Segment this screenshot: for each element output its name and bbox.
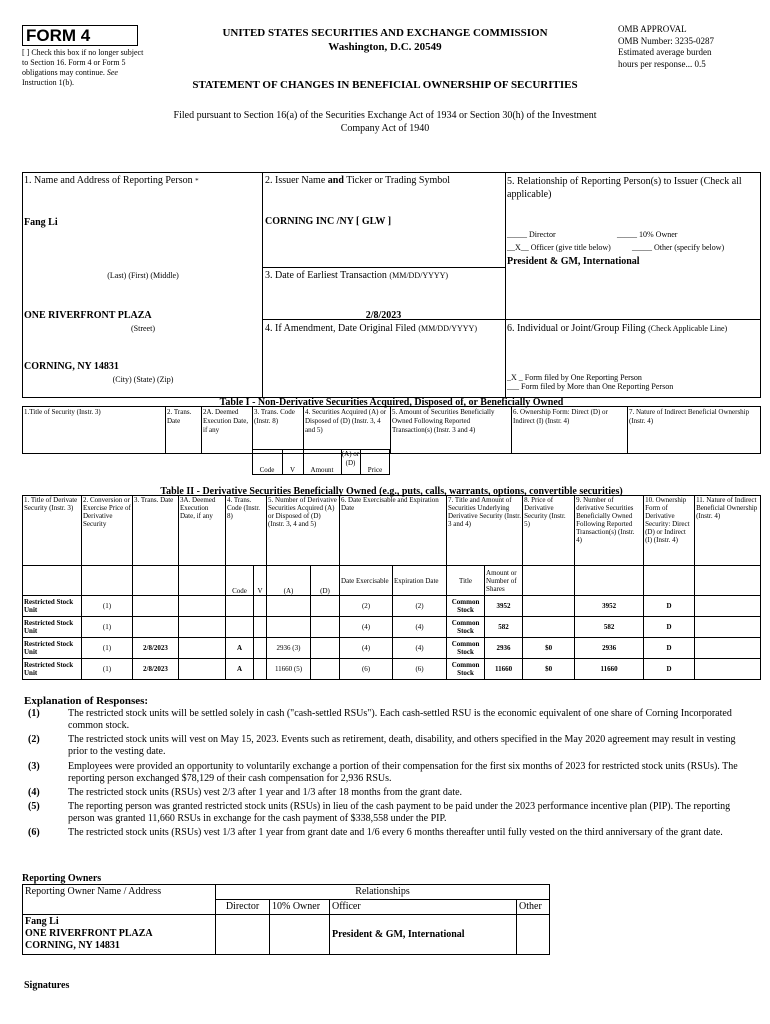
earliest-transaction-date: 2/8/2023 (365, 310, 402, 321)
t2-cell-disposed (311, 638, 340, 659)
explanation-number: (3) (28, 761, 40, 772)
t2-cell-conversion: (1) (82, 638, 133, 659)
t2-cell-disposed (311, 617, 340, 638)
t2-cell-form: D (644, 596, 695, 617)
explanation-text: Employees were provided an opportunity to voluntarily exchange a portion of their compensation for the first six months of 2023 for restricted stock units (RSUs). The reporting person exchanged $78,129 of their cash compensation for 2,936 RSUs. (68, 761, 738, 784)
t2-row (23, 596, 761, 617)
t1-col-date: 2. Trans. Date (167, 408, 192, 425)
omb-hours: hours per response... 0.5 (618, 58, 706, 69)
reporting-person-street: ONE RIVERFRONT PLAZA (24, 310, 152, 321)
t2-col-form: 10. Ownership Form of Derivative Security: Direct (D) or Indirect (I) (Instr. 4) (644, 496, 695, 566)
t2-cell-owned: 3952 (575, 596, 644, 617)
t2-col-number: 5. Number of Derivative Securities Acquired (A) or Disposed of (D) (Instr. 3, 4 and 5) (267, 496, 340, 566)
t2-cell-date: 2/8/2023 (133, 659, 179, 680)
t2-cell-owned: 11660 (575, 659, 644, 680)
box4-label: 4. If Amendment, Date Original Filed (MM/DD/YYYY) (265, 323, 477, 334)
t1-col-title: 1.Title of Security (Instr. 3) (24, 408, 101, 416)
table2 (22, 495, 761, 680)
agency-name: UNITED STATES SECURITIES AND EXCHANGE COMMISSION (222, 27, 548, 39)
t1-sub-v: V (289, 466, 296, 474)
t2-sub-date-ex: Date Exercisable (340, 566, 393, 596)
t2-cell-underlying-amount: 11660 (485, 659, 523, 680)
t2-cell-nature (695, 617, 761, 638)
filed-pursuant: Filed pursuant to Section 16(a) of the Securities Exchange Act of 1934 or Section 30(h) of the Investment Company Act of 1940 (173, 110, 597, 134)
city-label: (City) (State) (Zip) (112, 375, 174, 384)
t2-cell-date-exercisable: (2) (340, 596, 393, 617)
street-label: (Street) (131, 324, 155, 333)
box3-label: 3. Date of Earliest Transaction (MM/DD/YYYY) (265, 270, 449, 281)
explanation-text: The restricted stock units (RSUs) vest 1/3 after 1 year from grant date and 1/6 every 6 months thereafter until fully vested on the third anniversary of the grant date. (68, 827, 723, 838)
t2-cell-acquired: 11660 (5) (267, 659, 311, 680)
t2-cell-v (254, 596, 267, 617)
ro-col-name: Reporting Owner Name / Address (23, 885, 216, 900)
filing-one-person: _X _ Form filed by One Reporting Person (507, 373, 642, 382)
t2-cell-v (254, 617, 267, 638)
rel-other: _____ Other (specify below) (632, 243, 725, 252)
t2-row (23, 638, 761, 659)
t2-cell-expiration: (2) (393, 596, 447, 617)
checkbox-note-text: [ ] Check this box if no longer subject to Section 16. Form 4 or Form 5 obligations may continue. (22, 48, 144, 77)
ro-col-officer: Officer (330, 900, 517, 915)
t2-col-price: 8. Price of Derivative Security (Instr. 5) (523, 496, 575, 566)
t2-cell-conversion: (1) (82, 659, 133, 680)
rel-director: _____ Director (507, 230, 556, 239)
t2-cell-date (133, 596, 179, 617)
omb-approval: OMB APPROVAL (618, 24, 687, 34)
t2-cell-nature (695, 596, 761, 617)
t2-cell-code (226, 617, 254, 638)
t1-sub-aord: (A) or (D) (341, 450, 360, 467)
t2-cell-acquired: 2936 (3) (267, 638, 311, 659)
t2-cell-deemed (179, 659, 226, 680)
t2-cell-underlying-title: Common Stock (447, 596, 485, 617)
t2-cell-v (254, 659, 267, 680)
reporting-person-name: Fang Li (24, 217, 58, 228)
t2-cell-owned: 2936 (575, 638, 644, 659)
t2-cell-date-exercisable: (4) (340, 638, 393, 659)
form-title: FORM 4 (22, 25, 138, 46)
t2-cell-underlying-amount: 3952 (485, 596, 523, 617)
t2-cell-form: D (644, 617, 695, 638)
t1-col-deemed: 2A. Deemed Execution Date, if any (203, 408, 249, 434)
ro-officer-title: President & GM, International (330, 915, 517, 955)
explanation-text: The restricted stock units (RSUs) vest 2/3 after 1 year and 1/3 after 18 months from the grant date. (68, 787, 463, 798)
t2-sub-code: Code (226, 566, 254, 596)
t2-cell-deemed (179, 596, 226, 617)
issuer-name: CORNING INC /NY [ GLW ] (265, 216, 392, 227)
t2-sub-title: Title (447, 566, 485, 596)
t2-cell-security: Restricted Stock Unit (23, 659, 82, 680)
t2-cell-nature (695, 659, 761, 680)
t1-sub-amount: Amount (310, 466, 334, 474)
t2-col-title: 1. Title of Derivate Security (Instr. 3) (23, 496, 82, 566)
t2-cell-owned: 582 (575, 617, 644, 638)
t2-cell-price: $0 (523, 638, 575, 659)
t2-col-code: 4. Trans. Code (Instr. 8) (226, 496, 267, 566)
t1-col-code: 3. Trans. Code (Instr. 8) (254, 408, 295, 425)
t2-cell-expiration: (4) (393, 638, 447, 659)
ro-col-relationships: Relationships (216, 885, 550, 900)
t2-cell-date-exercisable: (4) (340, 617, 393, 638)
t2-cell-code: A (226, 638, 254, 659)
rel-10pct-owner: _____ 10% Owner (617, 230, 678, 239)
ro-owner-street: ONE RIVERFRONT PLAZA (25, 928, 153, 939)
t2-cell-expiration: (6) (393, 659, 447, 680)
t2-sub-d: (D) (311, 566, 340, 596)
t2-cell-date (133, 617, 179, 638)
checkbox-note-instr: Instruction 1(b). (22, 78, 74, 87)
explanation-title: Explanation of Responses: (24, 695, 149, 707)
t2-cell-security: Restricted Stock Unit (23, 617, 82, 638)
filing-multiple-persons: ___ Form filed by More than One Reporting Person (507, 382, 674, 391)
t2-cell-conversion: (1) (82, 617, 133, 638)
t2-col-nature: 11. Nature of Indirect Beneficial Ownership (Instr. 4) (695, 496, 761, 566)
reporting-owners-title: Reporting Owners (22, 873, 102, 884)
box1-label: 1. Name and Address of Reporting Person * (24, 175, 199, 186)
t2-sub-a: (A) (267, 566, 311, 596)
name-fields-label: (Last) (First) (Middle) (107, 271, 179, 280)
ro-owner (23, 915, 216, 955)
rel-officer: __X__ Officer (give title below) (507, 243, 611, 252)
t2-cell-security: Restricted Stock Unit (23, 596, 82, 617)
t2-cell-conversion: (1) (82, 596, 133, 617)
ro-col-director: Director (216, 900, 270, 915)
t2-cell-code: A (226, 659, 254, 680)
t1-col-ownership: 6. Ownership Form: Direct (D) or Indirect (I) (Instr. 4) (513, 408, 608, 425)
t2-header-row (23, 496, 761, 566)
t2-cell-nature (695, 638, 761, 659)
t2-row (23, 617, 761, 638)
explanation-number: (4) (28, 787, 40, 798)
explanation-number: (6) (28, 827, 40, 838)
checkbox-note (22, 48, 150, 88)
t2-cell-deemed (179, 617, 226, 638)
t2-cell-security: Restricted Stock Unit (23, 638, 82, 659)
t2-col-deemed: 3A. Deemed Execution Date, if any (179, 496, 226, 566)
t2-cell-underlying-amount: 582 (485, 617, 523, 638)
t2-cell-form: D (644, 638, 695, 659)
t1-col-amount: 5. Amount of Securities Beneficially Owned Following Reported Transaction(s) (Instr. 3 and 4) (392, 408, 495, 434)
ro-owner-name: Fang Li (25, 916, 59, 927)
t2-col-underlying: 7. Title and Amount of Securities Underlying Derivative Security (Instr. 3 and 4) (447, 496, 523, 566)
t2-col-conversion: 2. Conversion or Exercise Price of Derivative Security (82, 496, 133, 566)
t2-cell-disposed (311, 596, 340, 617)
t1-sub-code: Code (259, 466, 275, 474)
t2-row (23, 659, 761, 680)
t2-cell-acquired (267, 596, 311, 617)
ro-owner-city: CORNING, NY 14831 (25, 940, 120, 951)
t2-sub-exp: Expiration Date (393, 566, 447, 596)
t2-cell-underlying-title: Common Stock (447, 617, 485, 638)
t2-col-owned: 9. Number of derivative Securities Beneficially Owned Following Reported Transaction(s) (Instr. 4) (575, 496, 644, 566)
t2-cell-underlying-title: Common Stock (447, 638, 485, 659)
reporting-person-city: CORNING, NY 14831 (24, 361, 119, 372)
explanation-text: The reporting person was granted restricted stock units (RSUs) in lieu of the cash payment to be paid under the 2023 performance incentive plan (PIP). The reporting person was granted 11,660 RSUs in exchange for the cash payment of $338,558 under the PIP. (68, 801, 731, 824)
table2-title: Table II - Derivative Securities Beneficially Owned (e.g., puts, calls, warrants, options, convertible securities) (160, 486, 623, 497)
t2-sub-row (23, 566, 761, 596)
t2-cell-price (523, 596, 575, 617)
omb-number: OMB Number: 3235-0287 (618, 35, 714, 46)
t2-cell-form: D (644, 659, 695, 680)
header-grid (22, 172, 761, 398)
explanation-number: (2) (28, 734, 40, 745)
t2-sub-v: V (254, 566, 267, 596)
t2-cell-disposed (311, 659, 340, 680)
officer-title: President & GM, International (507, 256, 640, 267)
t2-cell-date: 2/8/2023 (133, 638, 179, 659)
t2-cell-deemed (179, 638, 226, 659)
t2-cell-underlying-amount: 2936 (485, 638, 523, 659)
explanation-number: (5) (28, 801, 40, 812)
explanation-text: The restricted stock units will be settled solely in cash ("cash-settled RSUs"). Each cash-settled RSU is the economic equivalent of one share of Corning Incorporated common stock. (68, 708, 732, 731)
t1-col-nature: 7. Nature of Indirect Beneficial Ownership (Instr. 4) (629, 408, 750, 425)
t1-col-securities: 4. Securities Acquired (A) or Disposed of (D) (Instr. 3, 4 and 5) (305, 408, 387, 434)
table1-title: Table I - Non-Derivative Securities Acquired, Disposed of, or Beneficially Owned (219, 397, 564, 408)
agency-location: Washington, D.C. 20549 (328, 41, 442, 53)
t2-col-date: 3. Trans. Date (133, 496, 179, 566)
t2-cell-date-exercisable: (6) (340, 659, 393, 680)
omb-box (618, 24, 758, 70)
ro-col-10pct: 10% Owner (270, 900, 330, 915)
box5-label: 5. Relationship of Reporting Person(s) to Issuer (Check all applicable) (507, 176, 742, 200)
t2-cell-code (226, 596, 254, 617)
omb-burden: Estimated average burden (618, 47, 712, 57)
ro-col-other: Other (517, 900, 550, 915)
t2-cell-underlying-title: Common Stock (447, 659, 485, 680)
t2-col-exercisable: 6. Date Exercisable and Expiration Date (340, 496, 447, 566)
explanation-number: (1) (28, 708, 40, 719)
t2-cell-acquired (267, 617, 311, 638)
t2-sub-amount: Amount or Number of Shares (485, 566, 523, 596)
box2-label: 2. Issuer Name and Ticker or Trading Symbol (265, 175, 451, 186)
t2-cell-price: $0 (523, 659, 575, 680)
reporting-owners-table (22, 884, 550, 955)
statement-title: STATEMENT OF CHANGES IN BENEFICIAL OWNERSHIP OF SECURITIES (192, 79, 578, 91)
signatures-title: Signatures (24, 980, 70, 991)
t2-cell-expiration: (4) (393, 617, 447, 638)
checkbox-note-see: See (106, 68, 118, 77)
t2-cell-price (523, 617, 575, 638)
box6-label: 6. Individual or Joint/Group Filing (Check Applicable Line) (507, 323, 728, 334)
explanation-text: The restricted stock units will vest on May 15, 2023. Events such as retirement, death, disability, and others specified in the May 2020 agreement may result in vesting prior to the vesting date. (68, 734, 736, 757)
t2-cell-v (254, 638, 267, 659)
t1-sub-price: Price (367, 466, 383, 474)
